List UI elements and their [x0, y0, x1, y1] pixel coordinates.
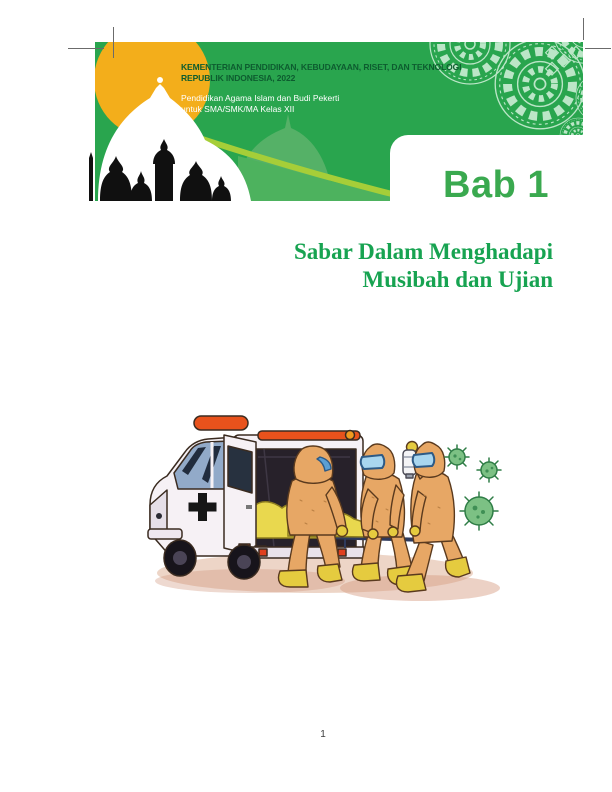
- subject-text: [181, 93, 441, 115]
- virus-icon: [477, 458, 501, 482]
- boot-icon: [396, 574, 426, 592]
- ambulance-illustration: [140, 405, 510, 630]
- ministry-line1: KEMENTERIAN PENDIDIKAN, KEBUDAYAAN, RISET, DAN TEKNOLOGI: [181, 62, 462, 72]
- subject-line1: Pendidikan Agama Islam dan Budi Pekerti: [181, 93, 340, 103]
- chapter-label: Bab 1: [443, 163, 549, 206]
- glove-icon: [410, 526, 420, 536]
- virus-icon: [460, 492, 498, 530]
- roof-stripe: [258, 431, 360, 440]
- boot-icon: [446, 557, 470, 577]
- page-number: 1: [320, 729, 326, 740]
- dome-finial: [157, 77, 163, 83]
- boot-icon: [278, 570, 308, 587]
- ministry-text: [181, 62, 481, 84]
- ministry-line2: REPUBLIK INDONESIA, 2022: [181, 73, 296, 83]
- chapter-card: [390, 135, 602, 235]
- boot-icon: [352, 563, 380, 581]
- boot-icon: [318, 564, 343, 582]
- goggles-icon: [361, 455, 385, 469]
- glove-icon: [337, 526, 348, 537]
- chapter-title-line1: Sabar Dalam Menghadapi: [293, 239, 553, 264]
- roof-light-icon: [346, 431, 355, 440]
- subject-line2: untuk SMA/SMK/MA Kelas XII: [181, 104, 295, 114]
- light-bar-icon: [194, 416, 248, 430]
- goggles-icon: [413, 453, 435, 467]
- glove-icon: [368, 529, 378, 539]
- chapter-title: [223, 238, 553, 294]
- virus-icon: [445, 445, 469, 469]
- chapter-title-line2: Musibah dan Ujian: [362, 267, 553, 292]
- glove-icon: [388, 527, 398, 537]
